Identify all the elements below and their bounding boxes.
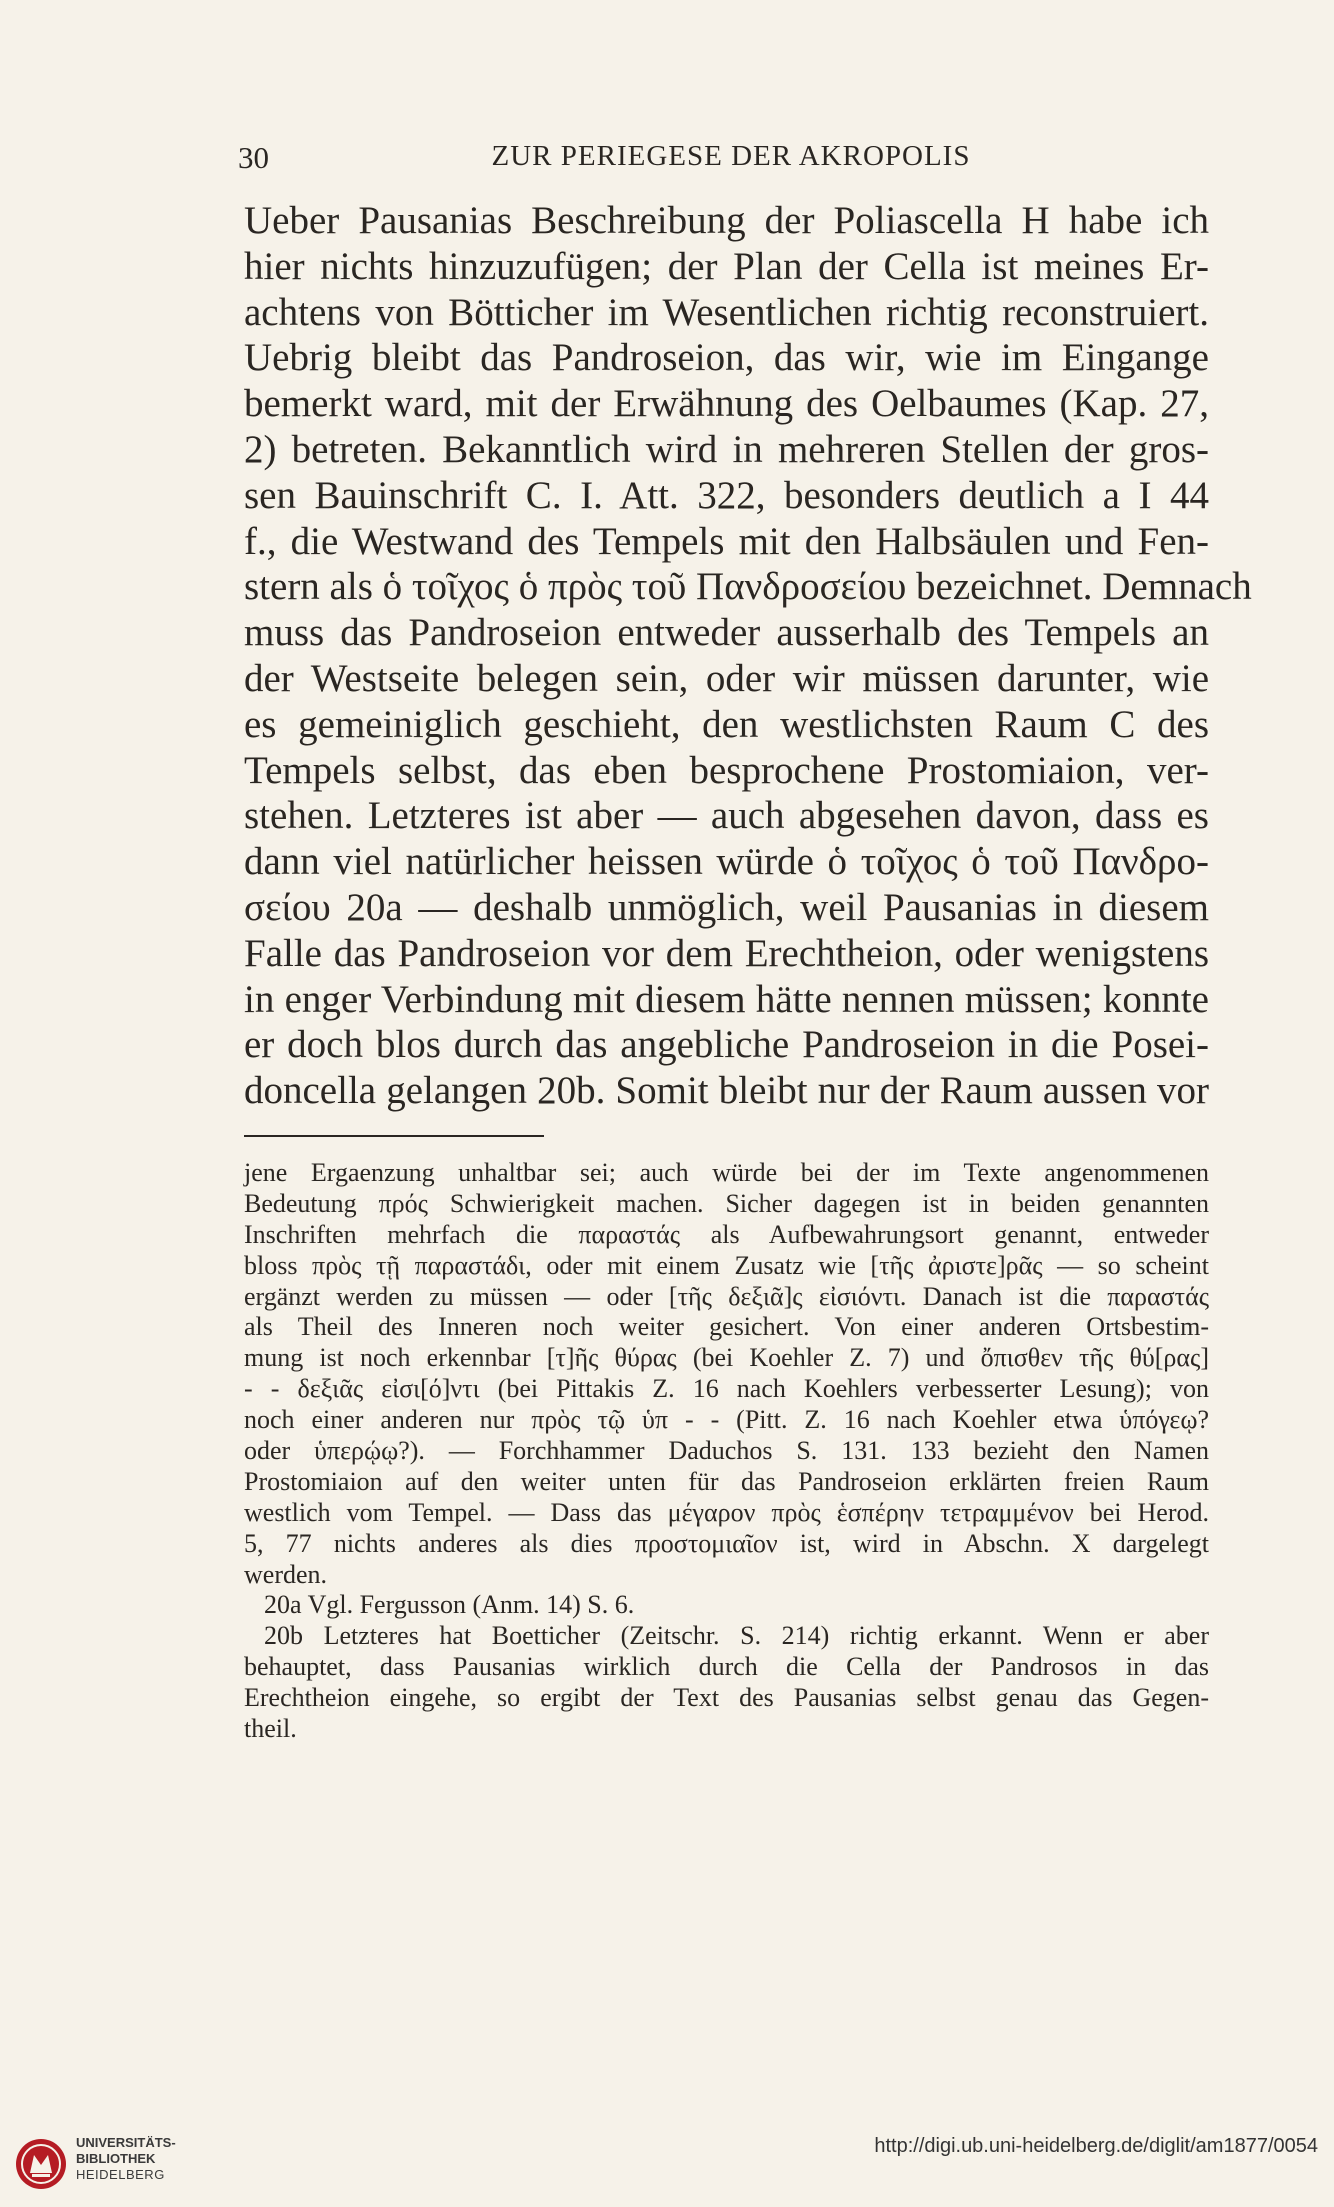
main-text [244,198,1252,1114]
body-text-line: bemerkt ward, mit der Erwähnung des Oelbaumes (Kap. 27, [244,382,1209,426]
footnote-line: - - δεξιᾶς εἰσι[ό]ντι (bei Pittakis Z. 16 nach Koehlers verbesserter Lesung); von [244,1374,1209,1404]
footnote-line: werden. [244,1559,328,1589]
footnote-line: jene Ergaenzung unhaltbar sei; auch würde bei der im Texte angenommenen [244,1158,1209,1187]
footnote-line: Inschriften mehrfach die παραστάς als Aufbewahrungsort genannt, entweder [244,1219,1209,1249]
body-text-line: er doch blos durch das angebliche Pandroseion in die Posei- [244,1023,1209,1067]
footnote-line: mung ist noch erkennbar [τ]ῆς θύρας (bei Koehler Z. 7) und ὄπισθεν τῆς θύ[ρας] [244,1343,1209,1373]
logo-text: UNIVERSITÄTS- BIBLIOTHEK HEIDELBERG [76,2135,176,2182]
footnote-line: westlich vom Tempel. — Dass das μέγαρον πρὸς ἑσπέρην τετραμμένον bei Herod. [244,1497,1209,1527]
body-text-line: doncella gelangen 20b. Somit bleibt nur der Raum aussen vor [244,1069,1209,1113]
body-text-line: achtens von Bötticher im Wesentlichen richtig reconstruiert. [244,290,1209,334]
body-text-line: Falle das Pandroseion vor dem Erechtheion, oder wenigstens [244,931,1209,975]
footnote-line: behauptet, dass Pausanias wirklich durch die Cella der Pandrosos in das [244,1652,1209,1682]
body-text-line: stehen. Letzteres ist aber — auch abgesehen davon, dass es [244,794,1209,838]
footnote-line: oder ὑπερῴῳ?). — Forchhammer Daduchos S. 131. 133 bezieht den Namen [244,1436,1209,1466]
footnote-line: Bedeutung πρός Schwierigkeit machen. Sicher dagegen ist in beiden genannten [244,1188,1209,1218]
body-text-line: stern als ὁ τοῖχος ὁ πρὸς τοῦ Πανδροσείου bezeichnet. Demnach [244,565,1252,609]
body-text-line: hier nichts hinzuzufügen; der Plan der Cella ist meines Er- [244,244,1209,288]
body-text-line: Ueber Pausanias Beschreibung der Poliascella H habe ich [244,199,1209,242]
body-text-line: dann viel natürlicher heissen würde ὁ τοῖχος ὁ τοῦ Πανδρο- [244,840,1209,884]
body-text-line: sen Bauinschrift C. I. Att. 322, besonders deutlich a I 44 [244,473,1209,517]
body-text-line: σείου 20a — deshalb unmöglich, weil Pausanias in diesem [244,885,1209,929]
page-header [238,140,1224,184]
footnote-divider [244,1135,544,1137]
body-text-line: der Westseite belegen sein, oder wir müssen darunter, wie [244,656,1209,700]
footnote-line: 20b Letzteres hat Boetticher (Zeitschr. S. 214) richtig erkannt. Wenn er aber [264,1621,1209,1651]
body-text-line: in enger Verbindung mit diesem hätte nennen müssen; konnte [244,977,1209,1021]
footnote-line: als Theil des Inneren noch weiter gesichert. Von einer anderen Ortsbestim- [244,1312,1209,1342]
library-logo[interactable] [14,2133,174,2203]
footnote-line: Prostomiaion auf den weiter unten für das Pandroseion erklärten freien Raum [244,1466,1209,1496]
body-text-line: es gemeiniglich geschieht, den westlichsten Raum C des [244,702,1209,746]
body-text-line: Tempels selbst, das eben besprochene Prostomiaion, ver- [244,748,1209,792]
university-seal-icon [14,2137,68,2191]
running-head: ZUR PERIEGESE DER AKROPOLIS [491,140,971,172]
footnote-line: bloss πρὸς τῇ παραστάδι, oder mit einem Zusatz wie [τῆς ἀριστε]ρᾶς — so scheint [244,1250,1209,1280]
footnote-line: 20a Vgl. Fergusson (Anm. 14) S. 6. [264,1590,635,1620]
footnote-line: theil. [244,1714,297,1744]
footnote-line: Erechtheion eingehe, so ergibt der Text des Pausanias selbst genau das Gegen- [244,1683,1209,1713]
footnote-line: ergänzt werden zu müssen — oder [τῆς δεξιᾶ]ς εἰσιόντι. Danach ist die παραστάς [244,1281,1209,1311]
footnote-line: noch einer anderen nur πρὸς τῷ ὑπ - - (Pitt. Z. 16 nach Koehler etwa ὑπόγεῳ? [244,1405,1209,1435]
body-text-line: muss das Pandroseion entweder ausserhalb des Tempels an [244,611,1209,655]
footnote-line: 5, 77 nichts anderes als dies προστομιαῖον ist, wird in Abschn. X dargelegt [244,1528,1209,1558]
source-url-link[interactable]: http://digi.ub.uni-heidelberg.de/diglit/am1877/0054 [874,2135,1318,2157]
footnotes [244,1158,1209,1745]
body-text-line: Uebrig bleibt das Pandroseion, das wir, wie im Eingange [244,336,1209,380]
page-number: 30 [238,140,269,175]
page-footer [0,2115,1334,2207]
body-text-line: f., die Westwand des Tempels mit den Halbsäulen und Fen- [244,519,1209,563]
body-text-line: 2) betreten. Bekanntlich wird in mehreren Stellen der gros- [244,427,1209,471]
